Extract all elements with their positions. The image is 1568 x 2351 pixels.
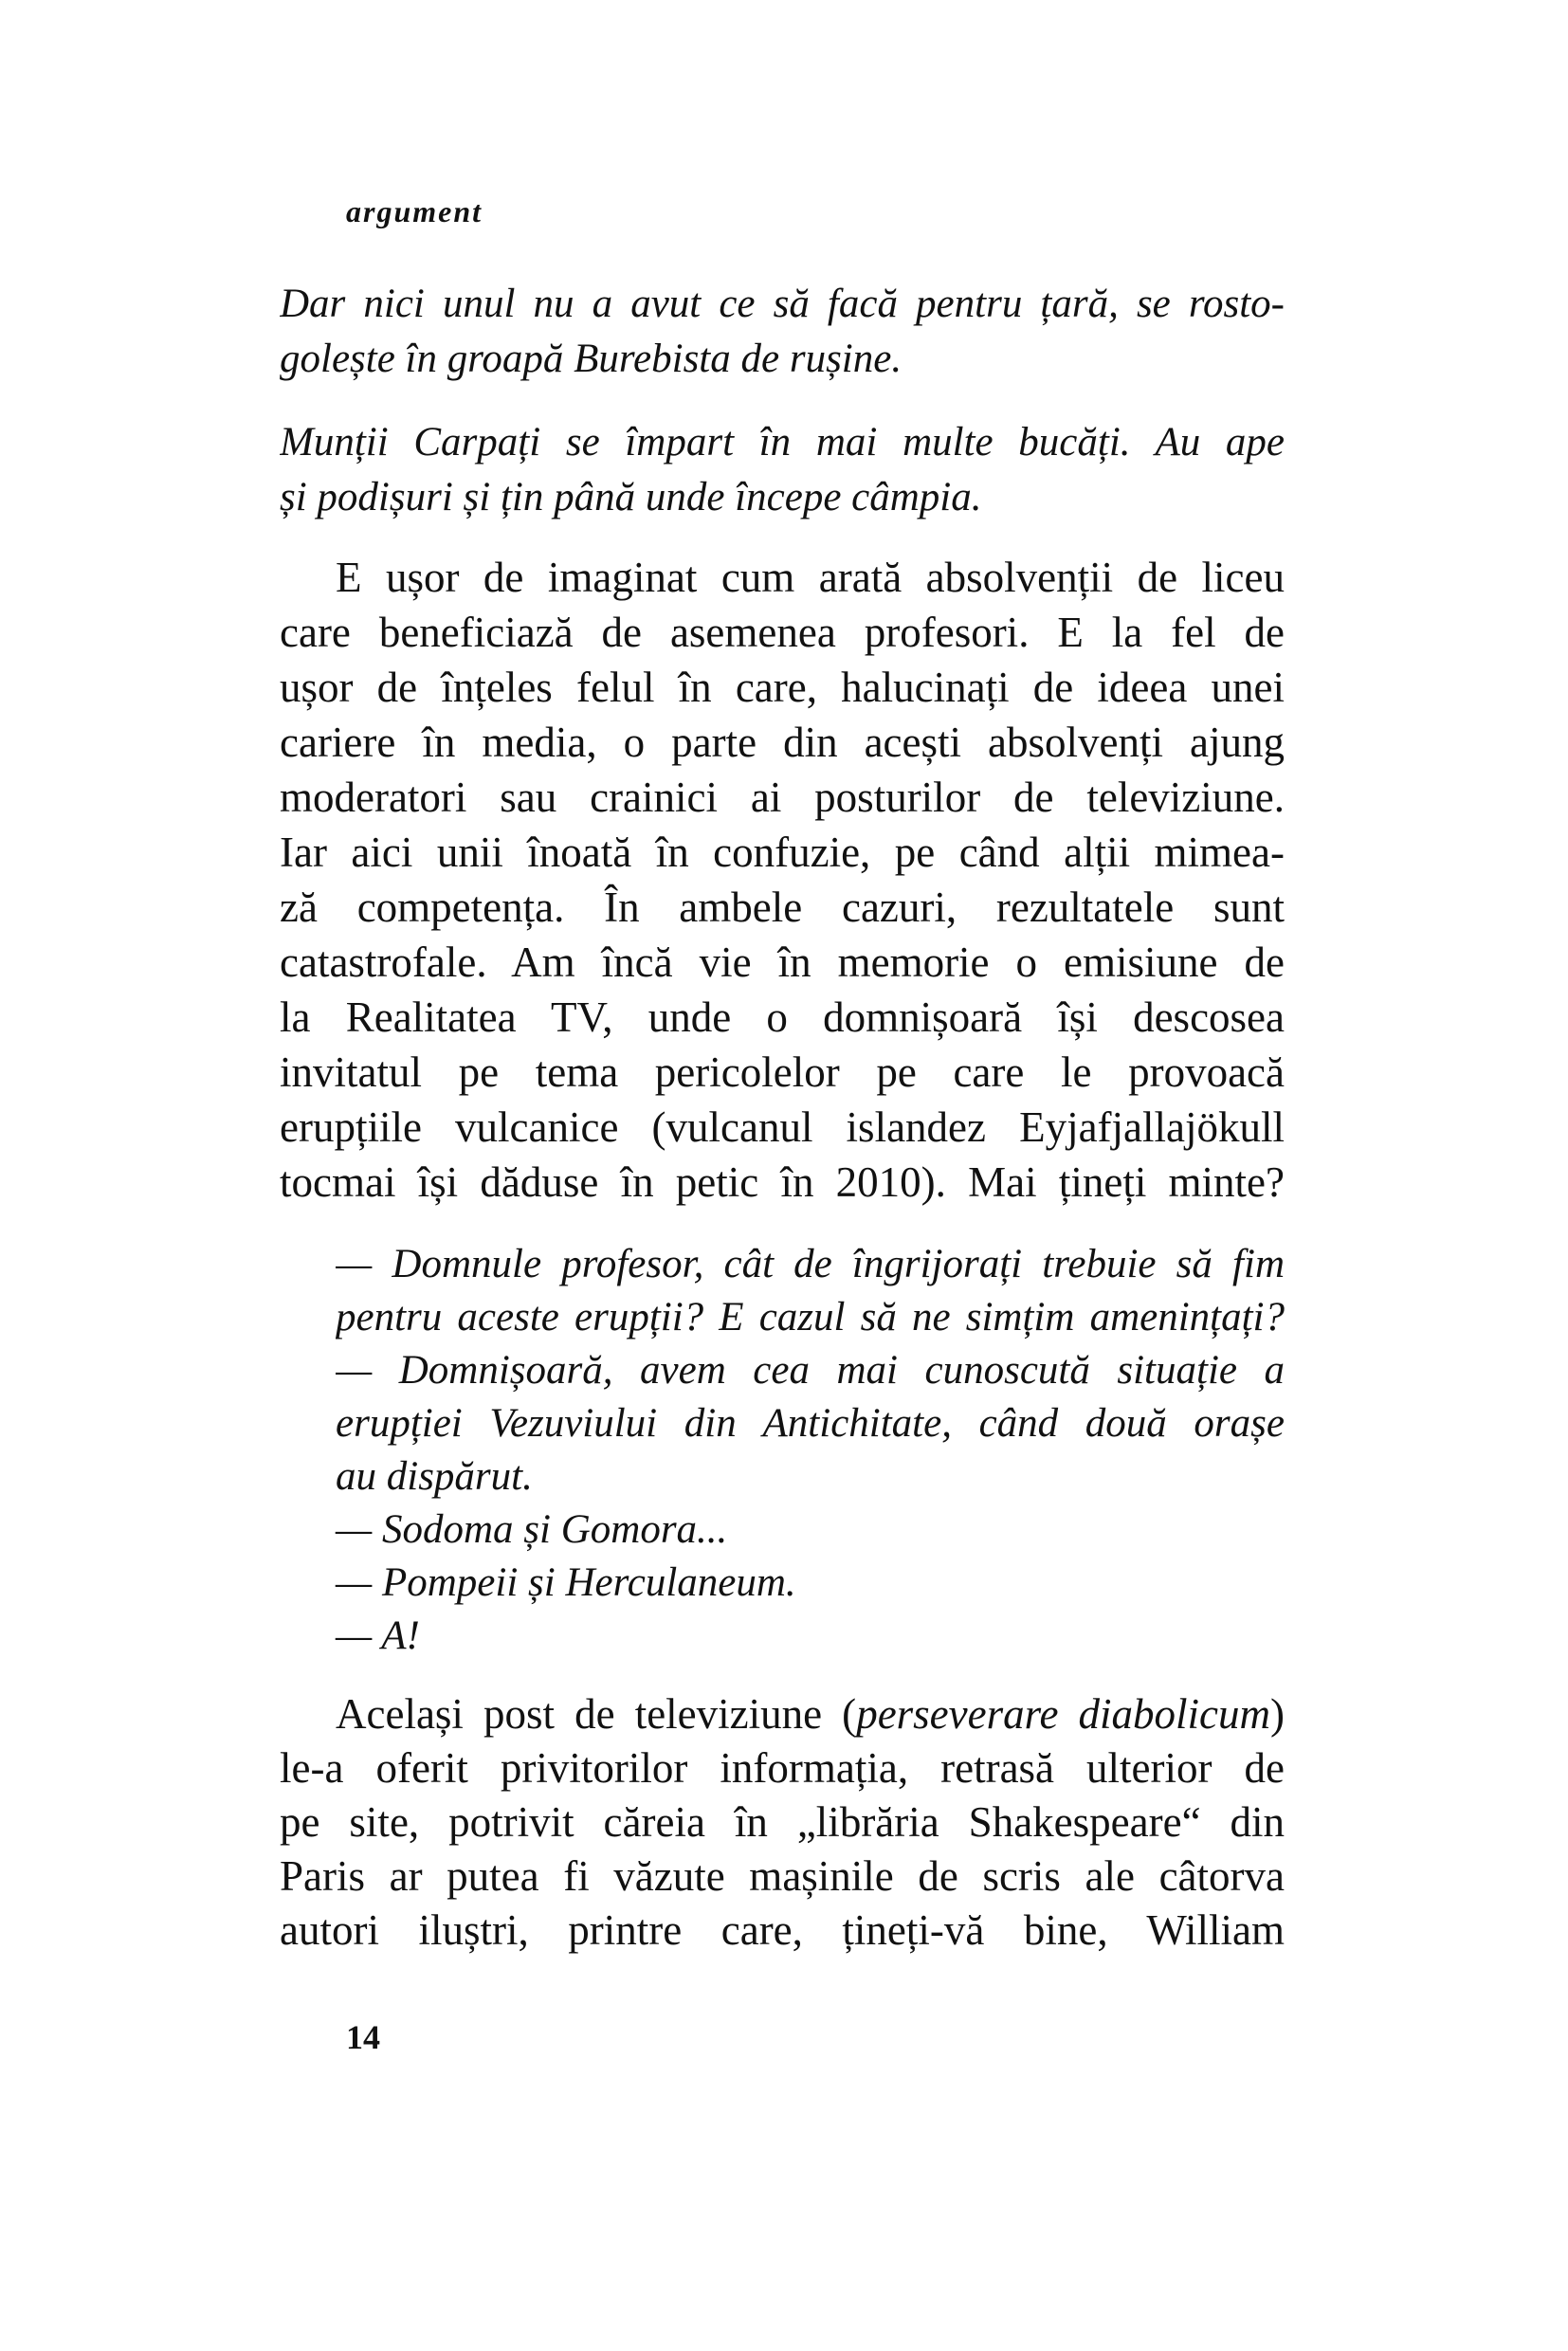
dialogue-line: — Pompeii și Herculaneum. [336,1560,796,1605]
text-line: Paris ar putea fi văzute mașinile de scris ale câtorva [280,1852,1285,1900]
paragraph-2 [280,1687,1285,1958]
text-line: care beneficiază de asemenea profesori. E la fel de [280,609,1285,656]
text-line: cariere în media, o parte din acești absolvenți ajung [280,719,1285,766]
text-line: tocmai își dăduse în petic în 2010). Mai țineți minte? [280,1158,1285,1206]
text-line: le-a oferit privitorilor informația, retrasă ulterior de [280,1744,1285,1792]
dialogue-line: — Domnule profesor, cât de îngrijorați trebuie să fim [336,1242,1285,1286]
text-line: catastrofale. Am încă vie în memorie o emisiune de [280,939,1285,986]
quote-line: și podișuri și țin până unde începe câmpia. [280,475,982,519]
text-segment: ) [1270,1690,1285,1738]
dialogue-line: — A! [336,1613,420,1658]
text-line [280,1687,1285,1741]
quote-line: Munții Carpați se împart în mai multe bucăți. Au ape [280,420,1285,465]
quote-2 [280,415,1285,525]
text-line: pe site, potrivit căreia în „librăria Shakespeare“ din [280,1798,1285,1846]
page-number: 14 [346,2018,380,2056]
text-line: invitatul pe tema pericolelor pe care le provoacă [280,1048,1285,1096]
paragraph-1 [280,550,1285,1210]
text-line: moderatori sau crainici ai posturilor de televiziune. [280,774,1285,821]
dialogue-line: — Domnișoară, avem cea mai cunoscută situație a [336,1348,1285,1393]
quote-line: Dar nici unul nu a avut ce să facă pentru țară, se rosto- [280,282,1285,326]
quote-1 [280,277,1285,387]
dialogue-line: au dispărut. [336,1454,533,1499]
text-line: ză competența. În ambele cazuri, rezultatele sunt [280,884,1285,931]
text-line: autori iluștri, printre care, țineți-vă bine, William [280,1906,1285,1954]
dialogue [336,1238,1285,1663]
text-line: E ușor de imaginat cum arată absolvenții de liceu [336,554,1285,601]
text-line: erupțiile vulcanice (vulcanul islandez Eyjafjallajökull [280,1103,1285,1151]
text-segment: Același post de televiziune ( [336,1690,857,1738]
text-line: la Realitatea TV, unde o domnișoară își descosea [280,993,1285,1041]
dialogue-line: erupției Vezuviului din Antichitate, când două orașe [336,1401,1285,1446]
latin-phrase: perseverare diabolicum [856,1690,1271,1738]
running-header: argument [346,194,483,228]
text-line: Iar aici unii înoată în confuzie, pe când alții mimea- [280,829,1285,876]
text-line: ușor de înțeles felul în care, halucinați de ideea unei [280,664,1285,711]
dialogue-line: pentru aceste erupții? E cazul să ne simțim amenințați? [336,1295,1285,1340]
dialogue-line: — Sodoma și Gomora... [336,1507,728,1552]
quote-line: golește în groapă Burebista de rușine. [280,337,903,381]
